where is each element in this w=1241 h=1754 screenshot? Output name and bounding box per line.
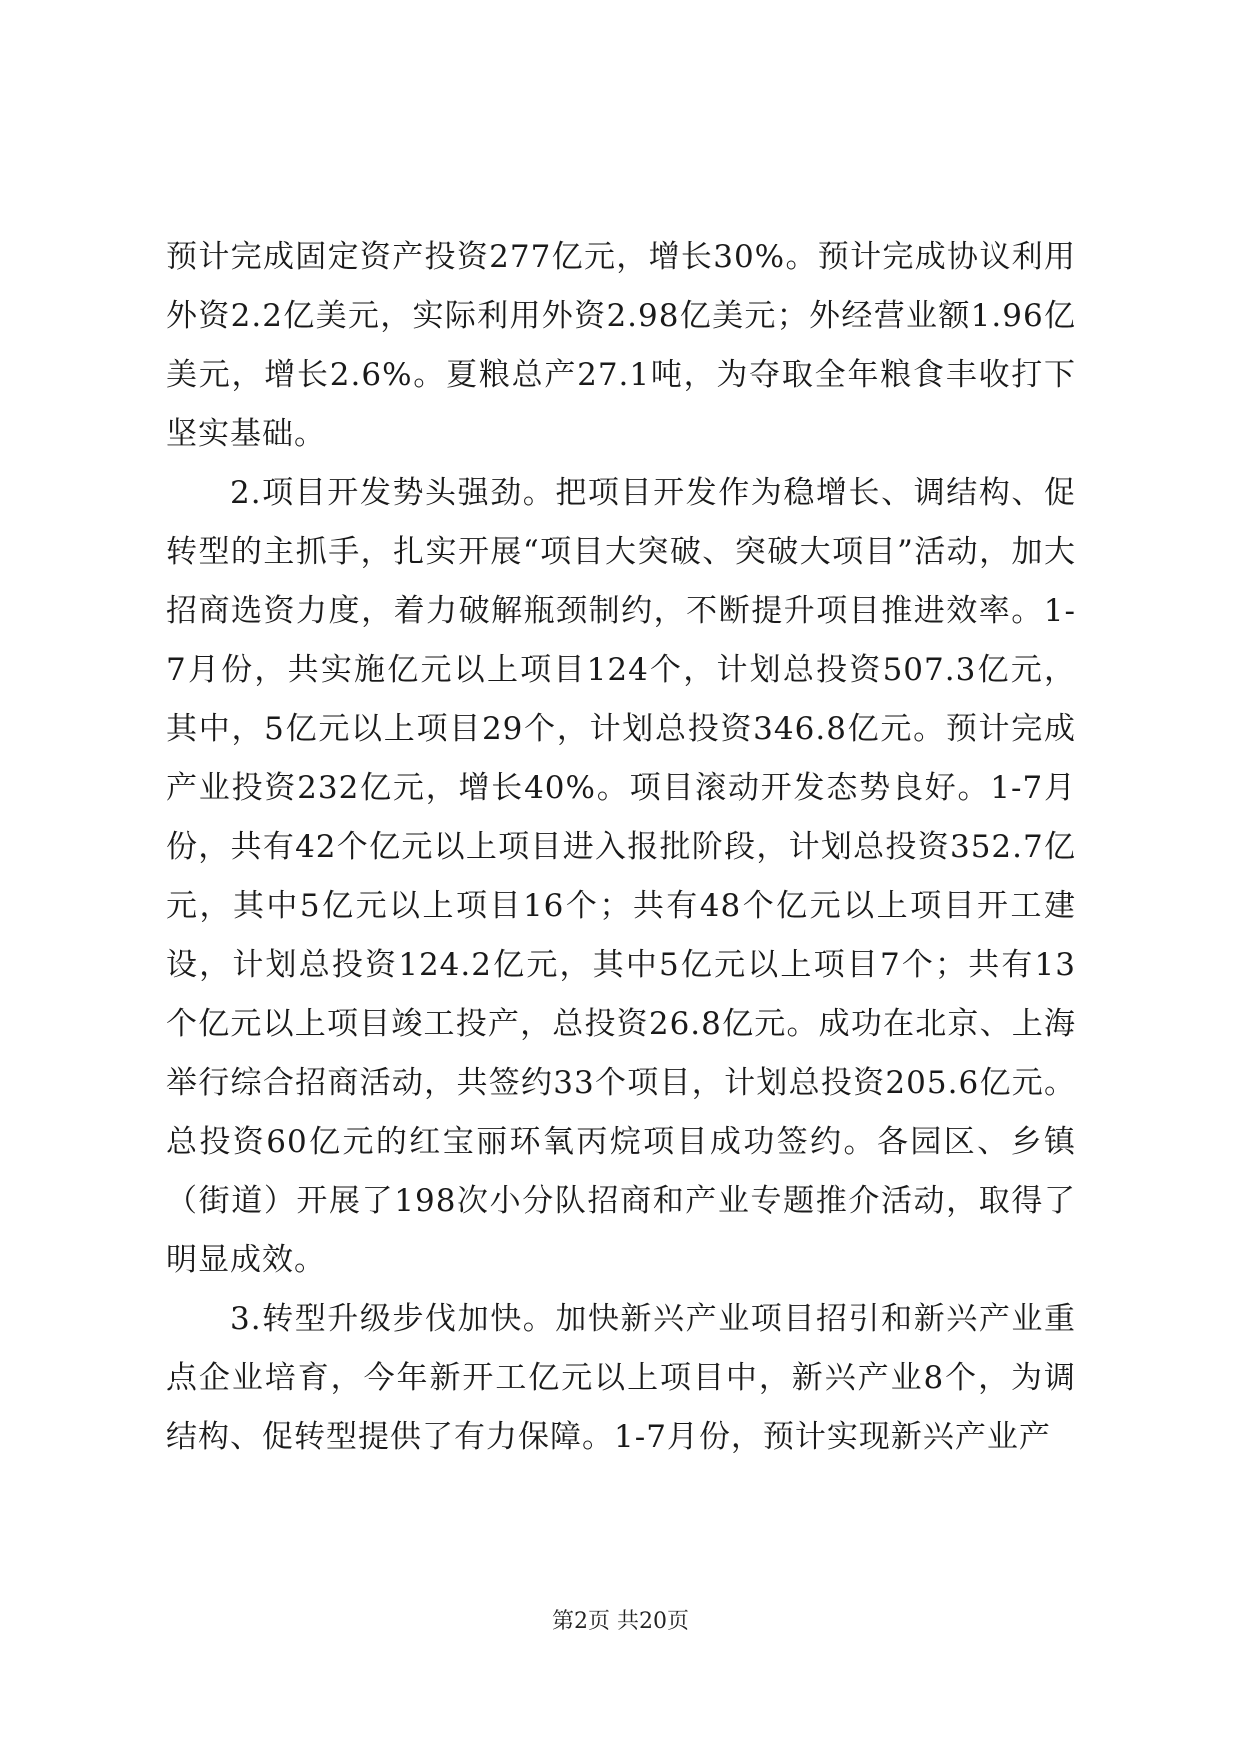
page-footer: 第2页 共20页 (552, 1609, 689, 1634)
paragraph-transformation-upgrade: 3.转型升级步伐加快。加快新兴产业项目招引和新兴产业重点企业培育，今年新开工亿元以上项目中，新兴产业8个，为调结构、促转型提供了有力保障。1-7月份，预计实现新兴产业产 (166, 1301, 1076, 1455)
paragraph-project-development: 2.项目开发势头强劲。把项目开发作为稳增长、调结构、促转型的主抓手，扎实开展“项目大突破、突破大项目”活动，加大招商选资力度，着力破解瓶颈制约，不断提升项目推进效率。1-7月份，共实施亿元以上项目124个，计划总投资507.3亿元，其中，5亿元以上项目29个，计划总投资346.8亿元。预计完成产业投资232亿元，增长40%。项目滚动开发态势良好。1-7月份，共有42个亿元以上项目进入报批阶段，计划总投资352.7亿元，其中5亿元以上项目16个；共有48个亿元以上项目开工建设，计划总投资124.2亿元，其中5亿元以上项目7个；共有13个亿元以上项目竣工投产，总投资26.8亿元。成功在北京、上海举行综合招商活动，共签约33个项目，计划总投资205.6亿元。总投资60亿元的红宝丽环氧丙烷项目成功签约。各园区、乡镇（街道）开展了198次小分队招商和产业专题推介活动，取得了明显成效。 (166, 475, 1076, 1278)
document-body (166, 228, 1076, 1467)
paragraph-investment-summary: 预计完成固定资产投资277亿元，增长30%。预计完成协议利用外资2.2亿美元，实际利用外资2.98亿美元；外经营业额1.96亿美元，增长2.6%。夏粮总产27.1吨，为夺取全年粮食丰收打下坚实基础。 (166, 239, 1076, 452)
